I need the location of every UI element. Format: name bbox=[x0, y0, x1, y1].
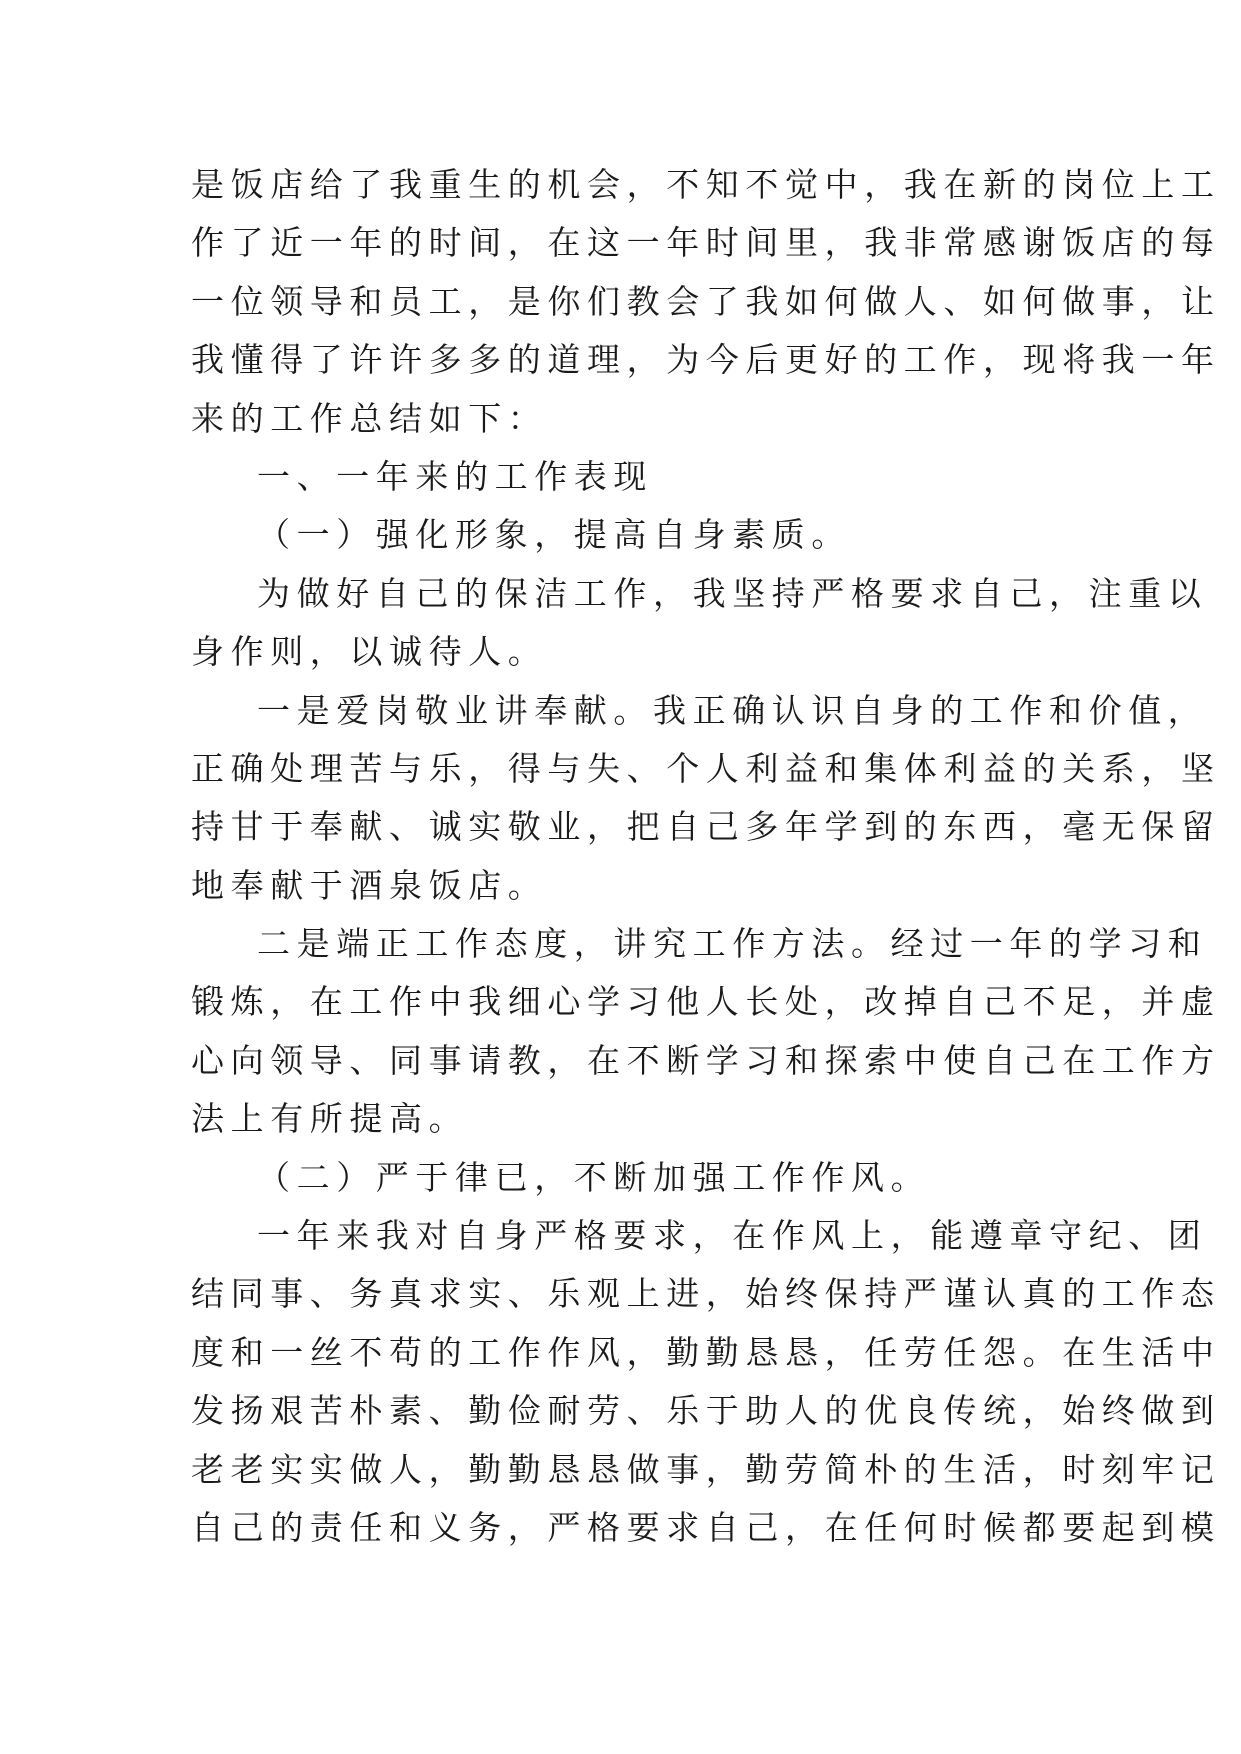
text-line: 是饭店给了我重生的机会，不知不觉中，我在新的岗位上工 bbox=[191, 165, 1221, 204]
subsection-heading: （二）严于律已，不断加强工作作风。 bbox=[257, 1157, 931, 1197]
text-line: 地奉献于酒泉饭店。 bbox=[191, 865, 548, 905]
text-line: 一年来我对自身严格要求，在作风上，能遵章守纪、团 bbox=[257, 1216, 1208, 1256]
text-line: 作了近一年的时间，在这一年时间里，我非常感谢饭店的每 bbox=[191, 223, 1221, 263]
text-line: 正确处理苦与乐，得与失、个人利益和集体利益的关系，坚 bbox=[191, 748, 1221, 788]
body-text bbox=[191, 156, 1221, 1557]
text-line: 法上有所提高。 bbox=[191, 1099, 469, 1139]
text-line: 结同事、务真求实、乐观上进，始终保持严谨认真的工作态 bbox=[191, 1274, 1221, 1314]
text-line: 为做好自己的保洁工作，我坚持严格要求自己，注重以 bbox=[257, 573, 1208, 613]
text-line: 一是爱岗敬业讲奉献。我正确认识自身的工作和价值， bbox=[257, 690, 1208, 730]
text-line: 度和一丝不苟的工作作风，勤勤恳恳，任劳任怨。在生活中 bbox=[191, 1332, 1221, 1372]
text-line: 持甘于奉献、诚实敬业，把自己多年学到的东西，毫无保留 bbox=[191, 807, 1221, 847]
text-line: 锻炼，在工作中我细心学习他人长处，改掉自己不足，并虚 bbox=[191, 982, 1221, 1022]
subsection-heading: （一）强化形象，提高自身素质。 bbox=[257, 515, 851, 555]
text-line: 老老实实做人，勤勤恳恳做事，勤劳简朴的生活，时刻牢记 bbox=[191, 1449, 1221, 1489]
text-line: 来的工作总结如下： bbox=[191, 398, 548, 438]
text-line: 身作则，以诚待人。 bbox=[191, 632, 548, 672]
text-line: 心向领导、同事请教，在不断学习和探索中使自己在工作方 bbox=[191, 1040, 1221, 1080]
text-line: 一位领导和员工，是你们教会了我如何做人、如何做事，让 bbox=[191, 281, 1221, 321]
section-heading: 一、一年来的工作表现 bbox=[257, 456, 653, 496]
text-line: 发扬艰苦朴素、勤俭耐劳、乐于助人的优良传统，始终做到 bbox=[191, 1391, 1221, 1431]
text-line: 二是端正工作态度，讲究工作方法。经过一年的学习和 bbox=[257, 924, 1208, 964]
text-line: 自己的责任和义务，严格要求自己，在任何时候都要起到模 bbox=[191, 1507, 1221, 1547]
text-line: 我懂得了许许多多的道理，为今后更好的工作，现将我一年 bbox=[191, 340, 1221, 380]
